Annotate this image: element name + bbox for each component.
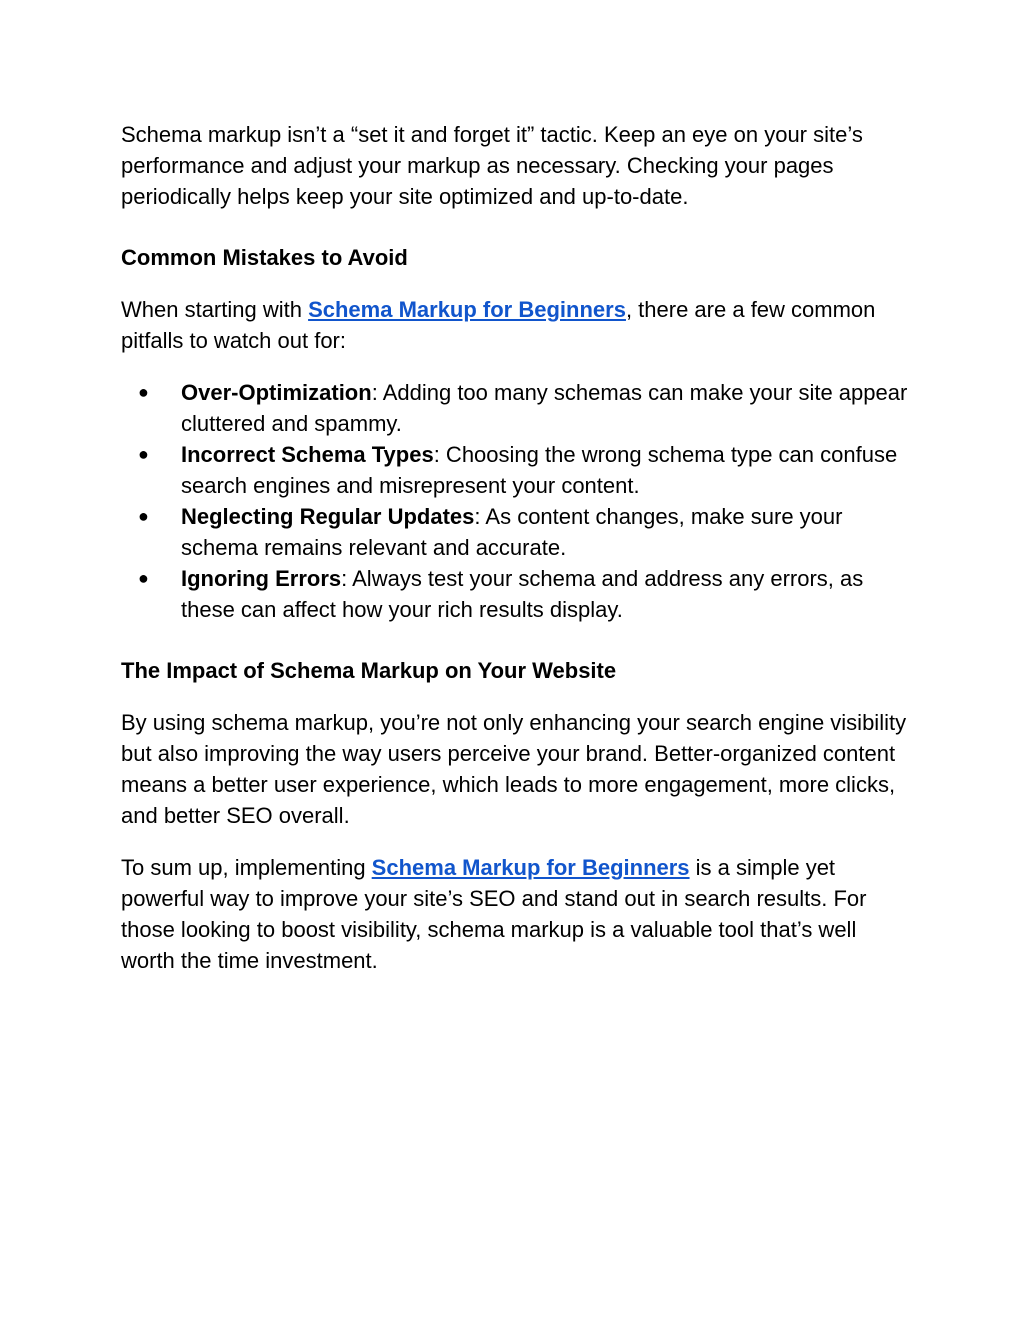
schema-markup-link-1[interactable]: Schema Markup for Beginners — [308, 297, 626, 322]
bullet-icon: ● — [138, 568, 149, 588]
list-item-text: : Choosing the wrong schema type can confuse search engines and misrepresent your content. — [181, 442, 898, 498]
intro-paragraph: Schema markup isn’t a “set it and forget it” tactic. Keep an eye on your site’s performance and adjust your markup as necessary. Checking your pages periodically helps keep your site optimized and up-to-date. — [121, 122, 863, 209]
list-item-title: Ignoring Errors — [181, 566, 342, 591]
impact-heading: The Impact of Schema Markup on Your Website — [121, 658, 617, 683]
list-item-text: : As content changes, make sure your schema remains relevant and accurate. — [181, 504, 843, 560]
list-item — [121, 501, 911, 563]
mistakes-lead-before: When starting with — [121, 297, 309, 322]
summary-after: is a simple yet powerful way to improve your site’s SEO and stand out in search results. For those looking to boost visibility, schema markup is a valuable tool that’s well worth the time investment. — [121, 855, 867, 973]
mistakes-lead-paragraph — [121, 294, 911, 356]
mistakes-lead-after: , there are a few common pitfalls to watch out for: — [121, 297, 876, 353]
list-item-title: Neglecting Regular Updates — [181, 504, 475, 529]
summary-paragraph — [121, 852, 911, 976]
schema-markup-link-2[interactable]: Schema Markup for Beginners — [371, 855, 690, 880]
summary-before: To sum up, implementing — [121, 855, 372, 880]
bullet-icon: ● — [138, 382, 149, 402]
list-item-text: : Always test your schema and address any errors, as these can affect how your rich results display. — [181, 566, 864, 622]
list-item-title: Over-Optimization — [181, 380, 372, 405]
bullet-icon: ● — [138, 506, 149, 526]
list-item-title: Incorrect Schema Types — [181, 442, 434, 467]
list-item-text: : Adding too many schemas can make your site appear cluttered and spammy. — [181, 380, 908, 436]
list-item — [121, 439, 911, 501]
list-item — [121, 377, 911, 439]
mistakes-list — [121, 377, 911, 625]
document-page — [121, 119, 911, 976]
impact-paragraph: By using schema markup, you’re not only enhancing your search engine visibility but also improving the way users perceive your brand. Better-organized content means a better user experience, which leads to more engagement, more clicks, and better SEO overall. — [121, 710, 907, 828]
list-item — [121, 563, 911, 625]
bullet-icon: ● — [138, 444, 149, 464]
mistakes-heading: Common Mistakes to Avoid — [121, 245, 408, 270]
